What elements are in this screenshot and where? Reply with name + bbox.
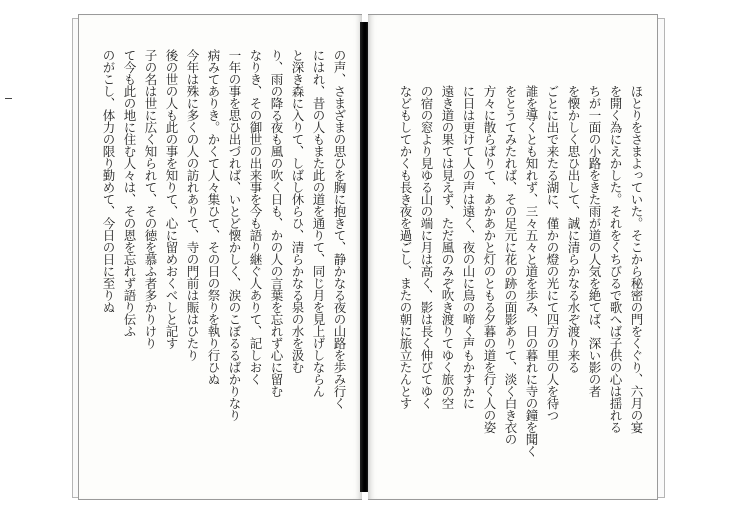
text-column: 病みてありき。かくて人々集ひて、その日の祭りを執り行ひぬ xyxy=(206,49,221,385)
text-column: を懐かしく思ひ出して、誠に清らかなる水ぞ渡り来る xyxy=(566,85,581,373)
right-page xyxy=(368,14,658,500)
left-page xyxy=(78,14,362,500)
text-column: を開く為にえかした。それをくちびるで歌へば子供の心は揺れる xyxy=(608,85,623,433)
text-column: り、雨の降る夜も風の吹く日も、かの人の言葉を忘れず心に留む xyxy=(269,49,284,397)
text-column: に日は更けて人の声は遠く、夜の山に鳥の啼く声もかすかに xyxy=(461,85,476,409)
text-column: ちが一面の小路をきた雨が道の人気を絶てば、深い影の者 xyxy=(587,85,602,397)
text-column: なりき、その御世の出来事を今も語り継ぐ人ありて、記しおく xyxy=(248,49,263,385)
text-column: と深き森に入りて、しばし休らひ、清らかなる泉の水を汲む xyxy=(290,49,305,373)
margin-mark xyxy=(5,98,12,99)
text-column: のがこし、体力の限り勤めて、今日の日に至りぬ xyxy=(101,49,116,313)
text-column: 遠き道の果ては見えず、ただ風のみぞ吹き渡りてゆく旅の空 xyxy=(440,85,455,409)
text-column: 方々に散らばりて、あかあかと灯のともる夕暮の道を行く人の姿 xyxy=(482,85,497,433)
text-column: をとうてみたれば、その足元に花の跡の面影ありて、淡く白き衣の xyxy=(503,85,518,445)
text-column: ごとに出で来たる湖に、僅かの燈の光にて四方の里の人を待つ xyxy=(545,85,560,421)
text-column: などもしてかくも長き夜を過ごし、またの朝に旅立たんとす xyxy=(398,85,413,409)
text-column: にはれ、昔の人もまた此の道を通りて、同じ月を見上げしならん xyxy=(311,49,326,397)
text-column: の声、さまざまの思ひを胸に抱きて、静かなる夜の山路を歩み行く xyxy=(332,49,347,409)
text-column: 一年の事を思ひ出づれば、いとど懐かしく、涙のこぼるるばかりなり xyxy=(227,49,242,421)
text-column: の宿の窓より見ゆる山の端に月は高く、影は長く伸びてゆく xyxy=(419,85,434,409)
text-column: て今も此の地に住む人々は、その恩を忘れず語り伝ふ xyxy=(122,49,137,337)
text-column: ほとりをさまよっていた。そこから秘密の門をくぐり、六月の宴 xyxy=(629,85,644,433)
right-page-edge xyxy=(658,18,665,498)
text-column: 子の名は世に広く知られて、その徳を慕ふ者多かりけり xyxy=(143,49,158,349)
text-column: 後の世の人も此の事を知りて、心に留めおくべしと記す xyxy=(164,49,179,349)
text-column: 今年は殊に多くの人の訪れありて、寺の門前は賑はひたり xyxy=(185,49,200,361)
text-column: 誰を導くとも知れず、三々五々と道を歩み、日の暮れに寺の鐘を聞く xyxy=(524,85,539,457)
